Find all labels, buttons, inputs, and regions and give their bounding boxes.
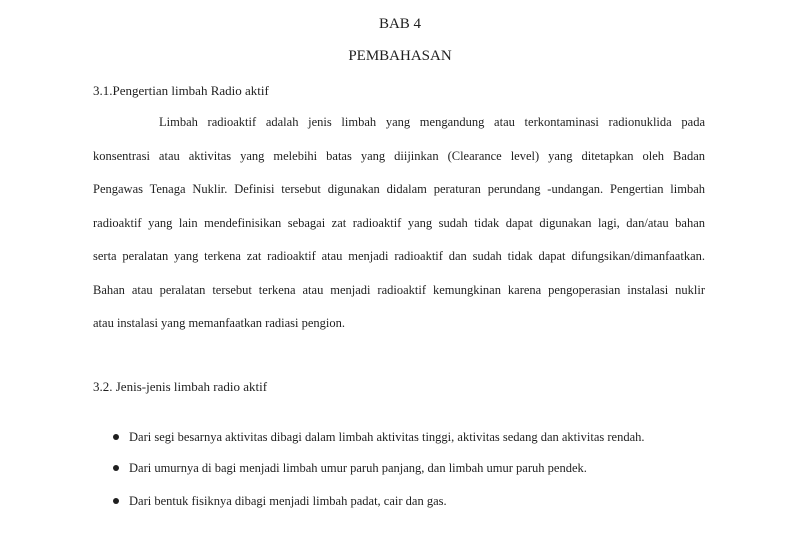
bullet-icon <box>113 465 119 471</box>
paragraph-line: radioaktif yang lain mendefinisikan sebagai zat radioaktif yang sudah tidak dapat digunakan lagi, dan/atau bahan <box>93 216 705 230</box>
paragraph-line: serta peralatan yang terkena zat radioaktif atau menjadi radioaktif dan sudah tidak dapat difungsikan/dimanfaatkan. <box>93 249 705 263</box>
list-item <box>113 459 733 477</box>
paragraph-line: Bahan atau peralatan tersebut terkena atau menjadi radioaktif kemungkinan karena pengoperasian instalasi nuklir <box>93 283 705 297</box>
paragraph-line: Limbah radioaktif adalah jenis limbah yang mengandung atau terkontaminasi radionuklida pada <box>159 115 705 129</box>
bullet-icon <box>113 498 119 504</box>
paragraph-line: Pengawas Tenaga Nuklir. Definisi tersebut digunakan didalam peraturan perundang -undangan. Pengertian limbah <box>93 182 705 196</box>
bullet-icon <box>113 434 119 440</box>
paragraph-line: konsentrasi atau aktivitas yang melebihi batas yang diijinkan (Clearance level) yang ditetapkan oleh Badan <box>93 149 705 163</box>
paragraph-line: atau instalasi yang memanfaatkan radiasi pengion. <box>93 316 345 330</box>
list-item <box>113 428 733 446</box>
list-item <box>113 492 733 510</box>
list-item-text: Dari segi besarnya aktivitas dibagi dalam limbah aktivitas tinggi, aktivitas sedang dan aktivitas rendah. <box>129 430 645 444</box>
section-1-heading: 3.1.Pengertian limbah Radio aktif <box>93 83 269 98</box>
list-item-text: Dari bentuk fisiknya dibagi menjadi limbah padat, cair dan gas. <box>129 494 447 508</box>
chapter-title: PEMBAHASAN <box>348 48 452 64</box>
chapter-number: BAB 4 <box>378 16 422 32</box>
section-2-heading: 3.2. Jenis-jenis limbah radio aktif <box>93 379 268 394</box>
list-item-text: Dari umurnya di bagi menjadi limbah umur paruh panjang, dan limbah umur paruh pendek. <box>129 461 587 475</box>
